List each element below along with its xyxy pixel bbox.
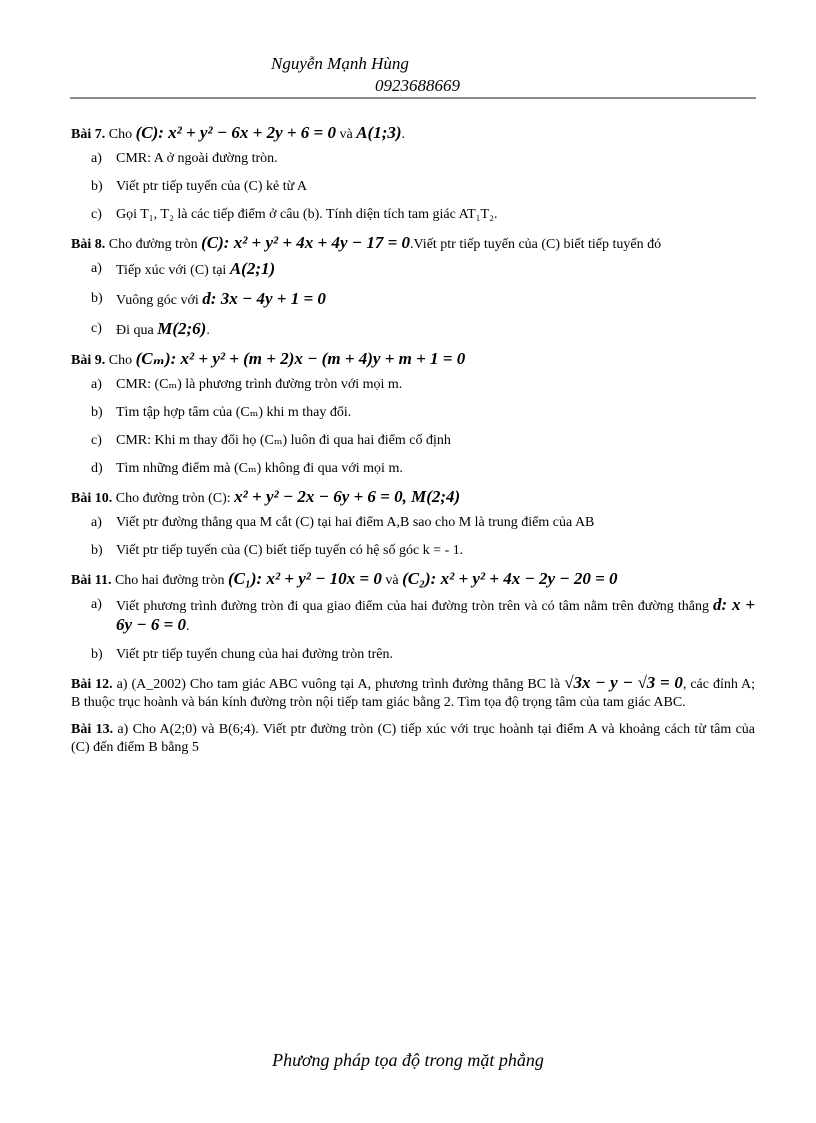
problem-label: Bài 8. [71,237,106,252]
sub-label: b) [91,405,103,420]
problem-label: Bài 12. [71,677,113,692]
problem-text: a) (A_2002) Cho tam giác ABC vuông tại A, phương trình đường thẳng BC là [116,677,561,692]
sub-label: b) [91,543,103,558]
sub-tail: . [206,323,210,338]
sub-label: d) [91,461,103,476]
problem-tail: . [401,127,406,142]
page-footer-title: Phương pháp tọa độ trong mặt phẳng [272,1050,544,1070]
sub-text: Viết ptr tiếp tuyến của (C) kẻ từ A [116,179,308,194]
problem-text: a) Cho A(2;0) và B(6;4). Viết ptr đường tròn (C) tiếp xúc với trục hoành tại điểm A và khoảng cách từ tâm của (C) đến điểm B bằng 5 [71,722,756,755]
sub-item [71,206,755,224]
problem-label: Bài 11. [71,573,112,588]
problem-11 [71,570,755,664]
sub-tail: . [186,619,190,634]
sub-text: Tìm tập hợp tâm của (Cₘ) khi m thay đổi. [116,405,352,420]
problem-label: Bài 7. [71,127,106,142]
problem-label: Bài 13. [71,722,114,737]
equation: d: 3x − 4y + 1 = 0 [202,289,326,308]
problem-7 [71,124,755,224]
sub-text: Viết ptr tiếp tuyến chung của hai đường tròn trên. [116,647,393,662]
sub-label: a) [91,261,102,276]
problem-conj: và [385,573,399,588]
problem-8 [71,234,755,340]
problem-tail: .Viết ptr tiếp tuyến của (C) biết tiếp tuyến đó [410,237,662,252]
equation: √3x − y − √3 = 0 [564,673,683,692]
point: A(1;3) [356,123,402,142]
sub-label: b) [91,291,103,306]
point: A(2;1) [229,259,276,278]
sub-item [71,514,755,532]
sub-item [71,376,755,394]
problem-10 [71,488,755,560]
equation: d: x + 6y − 6 = 0 [116,595,756,634]
header-divider [70,97,756,99]
problem-label: Bài 10. [71,491,113,506]
sub-text: CMR: Khi m thay đổi họ (Cₘ) luôn đi qua hai điểm cố định [116,433,451,448]
problem-label: Bài 9. [71,353,106,368]
sub-label: a) [91,151,102,166]
sub-label: a) [91,597,102,612]
sub-label: b) [91,179,103,194]
sub-item [71,542,755,560]
sub-text: Viết ptr đường thẳng qua M cắt (C) tại hai điểm A,B sao cho M là trung điểm của AB [116,515,595,530]
sub-label: a) [91,377,102,392]
problem-9 [71,350,755,478]
problem-13 [71,721,755,757]
sub-text: CMR: (Cₘ) là phương trình đường tròn với mọi m. [116,377,403,392]
author-phone: 0923688669 [375,76,460,95]
equation: x² + y² − 2x − 6y + 6 = 0, M(2;4) [234,487,461,506]
sub-item [71,460,755,478]
problem-lead: Cho [108,353,133,368]
sub-item [71,404,755,422]
equation: (Cₘ): x² + y² + (m + 2)x − (m + 4)y + m + 1 = 0 [135,349,466,368]
problem-lead: Cho đường tròn [108,237,198,252]
sub-text: Tìm những điểm mà (Cₘ) không đi qua với mọi m. [116,461,403,476]
problem-tail: , các đỉnh A; B thuộc trục hoành và bán kính đường tròn nội tiếp tam giác bằng 2. Tìm tọa độ trọng tâm của tam giác ABC. [71,677,756,710]
equation: (C): x² + y² + 4x + 4y − 17 = 0 [201,233,411,252]
point: M(2;6) [157,319,207,338]
sub-text: CMR: A ở ngoài đường tròn. [116,151,278,166]
equation: (C₁): x² + y² − 10x = 0 [227,569,382,588]
sub-text: Tiếp xúc với (C) tại [116,263,227,278]
sub-label: c) [91,433,102,448]
sub-item [71,178,755,196]
equation: (C): x² + y² − 6x + 2y + 6 = 0 [135,123,336,142]
author-name: Nguyễn Mạnh Hùng [271,54,409,73]
problem-lead: Cho đường tròn (C): [115,491,231,506]
sub-item [71,320,755,340]
sub-label: b) [91,647,103,662]
sub-item [71,260,755,280]
equation: (C₂): x² + y² + 4x − 2y − 20 = 0 [402,569,618,588]
problem-conj: và [339,127,353,142]
sub-label: a) [91,515,102,530]
problem-list [71,124,755,766]
sub-text: Viết ptr tiếp tuyến của (C) biết tiếp tuyến có hệ số góc k = - 1. [116,543,464,558]
sub-item [71,290,755,310]
sub-item [71,432,755,450]
problem-lead: Cho hai đường tròn [114,573,225,588]
sub-label: c) [91,207,102,222]
sub-text: Viết phương trình đường tròn đi qua giao điểm của hai đường tròn trên và có tâm nằm trên đường thẳng [116,599,709,614]
sub-item [71,150,755,168]
sub-item [71,596,755,636]
sub-text: Đi qua [116,323,154,338]
sub-label: c) [91,321,102,336]
problem-12 [71,674,755,712]
sub-text: Gọi T₁, T₂ là các tiếp điểm ở câu (b). Tính diện tích tam giác AT₁T₂. [116,207,498,222]
sub-item [71,646,755,664]
sub-text: Vuông góc với [116,293,199,308]
problem-lead: Cho [108,127,133,142]
